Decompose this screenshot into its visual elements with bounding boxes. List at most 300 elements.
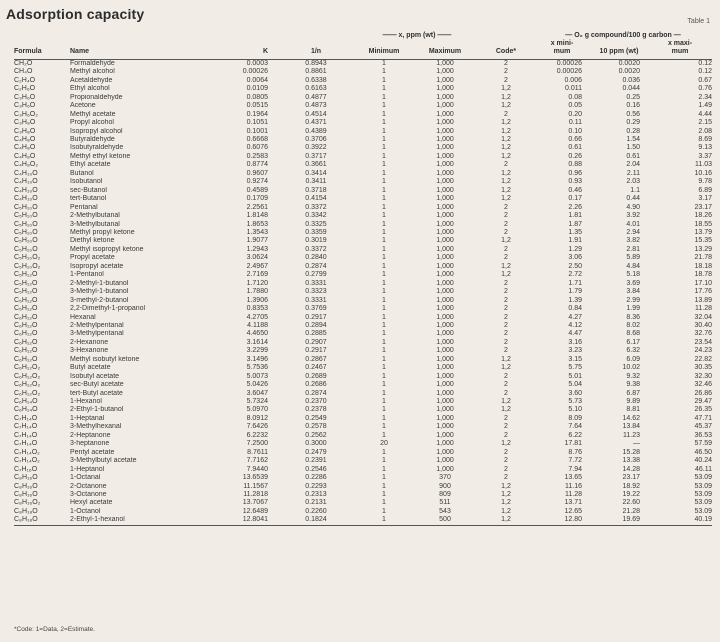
x-minimum-cell: 1.39 bbox=[568, 296, 582, 304]
ten-ppm-cell: 3.69 bbox=[626, 279, 640, 287]
formula-cell: C₅H₁₀O bbox=[14, 245, 38, 253]
code-cell: 1,2 bbox=[501, 355, 511, 363]
maximum-cell: 1,000 bbox=[436, 423, 454, 431]
name-cell: Ethyl alcohol bbox=[70, 85, 110, 93]
table-row bbox=[14, 77, 712, 85]
code-cell: 1,2 bbox=[501, 507, 511, 515]
name-cell: tert-Butanol bbox=[70, 195, 107, 203]
ten-ppm-cell: 13.38 bbox=[622, 457, 640, 465]
ten-ppm-cell: 13.84 bbox=[622, 423, 640, 431]
name-cell: 2-Ethyl-1-hexanol bbox=[70, 516, 220, 525]
x-minimum-cell: 0.006 bbox=[564, 76, 582, 84]
name-cell: 2-Octanone bbox=[70, 482, 107, 490]
x-minimum-cell: 5.01 bbox=[568, 372, 582, 380]
x-minimum-cell: 1.79 bbox=[568, 288, 582, 296]
x-minimum-cell: 8.76 bbox=[568, 448, 582, 456]
ten-ppm-cell: 8.02 bbox=[626, 321, 640, 329]
name-cell: Methyl alcohol bbox=[70, 68, 115, 76]
x-maximum-cell: 0.12 bbox=[698, 59, 713, 67]
formula-cell: C₃H₈O bbox=[14, 127, 36, 135]
ten-ppm-cell: 14.28 bbox=[622, 465, 640, 473]
table-row bbox=[14, 440, 712, 448]
code-cell: 1,2 bbox=[501, 85, 511, 93]
formula-cell: C₇H₁₄O bbox=[14, 440, 38, 448]
name-cell: Hexanal bbox=[70, 313, 96, 321]
table-row bbox=[14, 85, 712, 93]
k-cell: 2.2561 bbox=[246, 203, 268, 211]
ten-ppm-cell: 2.11 bbox=[626, 169, 640, 177]
table-row bbox=[14, 94, 712, 102]
k-cell: 11.2818 bbox=[243, 491, 268, 499]
maximum-cell: 1,000 bbox=[436, 85, 454, 93]
formula-cell: C₇H₁₄O bbox=[14, 431, 38, 439]
x-maximum-cell: 53.09 bbox=[694, 507, 713, 515]
formula-cell: C₅H₁₂O bbox=[14, 271, 38, 279]
x-maximum-cell: 21.78 bbox=[694, 254, 713, 262]
formula-cell: C₆H₁₂O bbox=[14, 355, 38, 363]
table-row bbox=[14, 68, 712, 76]
formula-cell: C₃H₆O bbox=[14, 102, 36, 110]
ten-ppm-cell: 1.99 bbox=[626, 305, 640, 313]
minimum-cell: 1 bbox=[382, 127, 386, 135]
minimum-cell: 1 bbox=[382, 423, 386, 431]
table-row bbox=[14, 330, 712, 338]
x-minimum-cell: 3.16 bbox=[568, 338, 582, 346]
ten-ppm-cell: 10.02 bbox=[622, 364, 640, 372]
maximum-cell: 1,000 bbox=[436, 169, 454, 177]
code-cell: 2 bbox=[504, 288, 508, 296]
x-minimum-cell: 2.50 bbox=[568, 262, 582, 270]
formula-cell: C₇H₁₆O bbox=[14, 465, 38, 473]
k-cell: 0.9607 bbox=[246, 169, 268, 177]
x-maximum-cell: 6.89 bbox=[698, 186, 713, 194]
maximum-cell: 1,000 bbox=[436, 135, 454, 143]
k-cell: 1.9077 bbox=[246, 237, 268, 245]
one-over-n-cell: 0.8861 bbox=[305, 68, 327, 76]
table-row bbox=[14, 322, 712, 330]
ten-ppm-cell: 19.69 bbox=[590, 516, 648, 525]
k-cell: 7.9440 bbox=[246, 465, 268, 473]
formula-cell: C₄H₈O bbox=[14, 144, 36, 152]
code-cell: 1,2 bbox=[501, 135, 511, 143]
name-cell: sec-Butyl acetate bbox=[70, 381, 124, 389]
x-minimum-cell: 0.46 bbox=[568, 186, 582, 194]
ten-ppm-cell: 0.28 bbox=[626, 127, 640, 135]
k-cell: 5.7536 bbox=[246, 364, 268, 372]
name-cell: Methyl propyl ketone bbox=[70, 228, 135, 236]
x-maximum-cell: 29.47 bbox=[694, 398, 713, 406]
x-maximum-cell: 45.37 bbox=[694, 423, 713, 431]
formula-cell: C₅H₁₀O₂ bbox=[14, 254, 41, 262]
minimum-cell: 1 bbox=[382, 305, 386, 313]
table-row bbox=[14, 339, 712, 347]
x-minimum-header-line2: mum bbox=[534, 48, 590, 59]
name-cell: 3-Octanone bbox=[70, 491, 107, 499]
x-maximum-cell: 22.82 bbox=[694, 355, 713, 363]
x-minimum-cell: 7.72 bbox=[568, 457, 582, 465]
ten-ppm-cell: 0.25 bbox=[626, 93, 640, 101]
k-cell: 1.3906 bbox=[246, 296, 268, 304]
table-row bbox=[14, 254, 712, 262]
k-cell: 5.0970 bbox=[246, 406, 268, 414]
x-minimum-cell: 0.17 bbox=[568, 195, 582, 203]
table-row bbox=[14, 153, 712, 161]
one-over-n-cell: 0.2578 bbox=[305, 423, 327, 431]
one-over-n-cell: 0.3325 bbox=[305, 220, 327, 228]
k-cell: 3.6047 bbox=[246, 389, 268, 397]
maximum-cell: 1,000 bbox=[436, 330, 454, 338]
minimum-cell: 1 bbox=[382, 296, 386, 304]
formula-cell: C₂H₄O bbox=[14, 76, 36, 84]
ten-ppm-cell: 4.90 bbox=[626, 203, 640, 211]
k-cell: 0.0064 bbox=[246, 76, 268, 84]
minimum-cell: 1 bbox=[382, 364, 386, 372]
maximum-cell: 1,000 bbox=[436, 76, 454, 84]
code-cell: 1,2 bbox=[501, 398, 511, 406]
minimum-cell: 1 bbox=[382, 262, 386, 270]
table-row bbox=[14, 297, 712, 305]
code-cell: 1,2 bbox=[501, 152, 511, 160]
code-cell: 2 bbox=[504, 431, 508, 439]
name-cell: Butyl acetate bbox=[70, 364, 111, 372]
ten-ppm-cell: 3.82 bbox=[626, 237, 640, 245]
code-cell: 2 bbox=[504, 220, 508, 228]
one-over-n-cell: 0.2293 bbox=[305, 482, 327, 490]
table-row bbox=[14, 128, 712, 136]
k-cell: 1.8653 bbox=[246, 220, 268, 228]
one-over-n-cell: 0.4154 bbox=[305, 195, 327, 203]
k-cell: 5.7324 bbox=[246, 398, 268, 406]
k-cell: 3.1496 bbox=[246, 355, 268, 363]
maximum-cell: 1,000 bbox=[436, 288, 454, 296]
maximum-cell: 1,000 bbox=[436, 347, 454, 355]
x-maximum-cell: 32.76 bbox=[694, 330, 713, 338]
formula-cell: CH₂O bbox=[14, 59, 33, 67]
x-maximum-cell: 3.37 bbox=[698, 152, 713, 160]
name-cell: 3-Hexanone bbox=[70, 347, 109, 355]
table-row bbox=[14, 59, 712, 68]
name-cell: Isobutyl acetate bbox=[70, 372, 120, 380]
maximum-cell: 500 bbox=[412, 516, 478, 525]
x-minimum-cell: 0.66 bbox=[568, 135, 582, 143]
one-over-n-cell: 0.3331 bbox=[305, 296, 327, 304]
one-over-n-cell: 0.3342 bbox=[305, 212, 327, 220]
maximum-header: Maximum bbox=[412, 48, 478, 59]
x-minimum-cell: 4.27 bbox=[568, 313, 582, 321]
maximum-cell: 1,000 bbox=[436, 245, 454, 253]
table-row bbox=[14, 136, 712, 144]
one-over-n-cell: 0.2549 bbox=[305, 414, 327, 422]
one-over-n-cell: 0.2391 bbox=[305, 457, 327, 465]
minimum-cell: 1 bbox=[382, 465, 386, 473]
formula-cell: C₆H₁₂O bbox=[14, 321, 38, 329]
table-row bbox=[14, 373, 712, 381]
ten-ppm-cell: 0.16 bbox=[626, 102, 640, 110]
formula-cell: C₄H₁₀O bbox=[14, 169, 38, 177]
name-cell: Methyl acetate bbox=[70, 110, 116, 118]
maximum-cell: 1,000 bbox=[436, 465, 454, 473]
formula-cell: C₃H₆O bbox=[14, 93, 36, 101]
name-cell: 1-Pentanol bbox=[70, 271, 104, 279]
x-minimum-cell: 0.26 bbox=[568, 152, 582, 160]
x-maximum-cell: 4.44 bbox=[698, 110, 713, 118]
one-over-n-cell: 0.3323 bbox=[305, 288, 327, 296]
x-maximum-cell: 9.78 bbox=[698, 178, 713, 186]
code-cell: 1,2 bbox=[501, 178, 511, 186]
ten-ppm-cell: 8.36 bbox=[626, 313, 640, 321]
ten-ppm-cell: 9.32 bbox=[626, 372, 640, 380]
minimum-cell: 1 bbox=[382, 271, 386, 279]
x-maximum-cell: 30.35 bbox=[694, 364, 713, 372]
code-cell: 1,2 bbox=[501, 440, 511, 448]
ten-ppm-cell: 0.036 bbox=[622, 76, 640, 84]
minimum-cell: 1 bbox=[382, 482, 386, 490]
maximum-cell: 1,000 bbox=[436, 372, 454, 380]
x-maximum-cell: 0.12 bbox=[698, 68, 713, 76]
table-row bbox=[14, 432, 712, 440]
x-minimum-cell: 5.75 bbox=[568, 364, 582, 372]
code-cell: 2 bbox=[504, 59, 508, 67]
ten-ppm-cell: 5.18 bbox=[626, 271, 640, 279]
minimum-cell: 1 bbox=[382, 448, 386, 456]
one-over-n-cell: 0.2874 bbox=[305, 389, 327, 397]
maximum-cell: 1,000 bbox=[436, 414, 454, 422]
one-over-n-cell: 0.2689 bbox=[305, 372, 327, 380]
one-over-n-cell: 0.6163 bbox=[305, 85, 327, 93]
minimum-cell: 1 bbox=[382, 313, 386, 321]
name-cell: Isopropyl alcohol bbox=[70, 127, 123, 135]
formula-cell: C₄H₁₀O bbox=[14, 178, 38, 186]
x-minimum-cell: 13.65 bbox=[564, 474, 582, 482]
k-cell: 7.6426 bbox=[246, 423, 268, 431]
table-row bbox=[14, 263, 712, 271]
ten-ppm-cell: 22.60 bbox=[622, 499, 640, 507]
table-row bbox=[14, 212, 712, 220]
table-row bbox=[14, 178, 712, 186]
name-cell: 2-Methylpentanal bbox=[70, 321, 124, 329]
one-over-n-cell: 0.2917 bbox=[305, 347, 327, 355]
name-cell: 1-Hexanol bbox=[70, 398, 102, 406]
formula-cell: C₅H₁₀O₂ bbox=[14, 262, 41, 270]
k-cell: 1.3543 bbox=[246, 228, 268, 236]
maximum-cell: 809 bbox=[439, 491, 451, 499]
code-cell: 1,2 bbox=[501, 127, 511, 135]
code-cell: 2 bbox=[504, 321, 508, 329]
ten-ppm-cell: 2.04 bbox=[626, 161, 640, 169]
formula-cell: C₈H₁₆O₂ bbox=[14, 499, 41, 507]
maximum-cell: 1,000 bbox=[436, 406, 454, 414]
minimum-cell: 1 bbox=[382, 398, 386, 406]
minimum-cell: 1 bbox=[382, 220, 386, 228]
name-cell: 1-Heptanol bbox=[70, 465, 105, 473]
x-maximum-cell: 32.46 bbox=[694, 381, 713, 389]
formula-cell: C₃H₆O₂ bbox=[14, 110, 38, 118]
ten-ppm-cell: 0.29 bbox=[626, 119, 640, 127]
one-over-n-cell: 0.2378 bbox=[305, 406, 327, 414]
table-row bbox=[14, 381, 712, 389]
formula-cell: C₈H₁₆O bbox=[14, 482, 38, 490]
minimum-cell: 1 bbox=[382, 338, 386, 346]
code-cell: 2 bbox=[504, 110, 508, 118]
code-cell: 2 bbox=[504, 228, 508, 236]
one-over-n-cell: 0.6338 bbox=[305, 76, 327, 84]
name-cell: 2,2-Dimethyl-1-propanol bbox=[70, 305, 146, 313]
maximum-cell: 1,000 bbox=[436, 364, 454, 372]
code-cell: 1,2 bbox=[501, 186, 511, 194]
code-cell: 2 bbox=[504, 245, 508, 253]
table-row bbox=[14, 204, 712, 212]
x-minimum-cell: 0.08 bbox=[568, 93, 582, 101]
x-maximum-cell: 53.09 bbox=[694, 482, 713, 490]
x-maximum-cell: 40.24 bbox=[694, 457, 713, 465]
minimum-cell: 1 bbox=[382, 406, 386, 414]
name-cell: 2-Ethyl-1-butanol bbox=[70, 406, 124, 414]
one-over-n-cell: 0.2885 bbox=[305, 330, 327, 338]
one-over-n-cell: 0.3411 bbox=[305, 178, 327, 186]
name-cell: 2-Methyl-1-butanol bbox=[70, 279, 129, 287]
minimum-cell: 1 bbox=[382, 507, 386, 515]
table-row bbox=[14, 237, 712, 245]
one-over-n-cell: 0.3331 bbox=[305, 279, 327, 287]
formula-cell: C₇H₁₄O₂ bbox=[14, 448, 40, 456]
x-minimum-cell: 7.94 bbox=[568, 465, 582, 473]
name-cell: 3-heptanone bbox=[70, 440, 110, 448]
k-cell: 12.8041 bbox=[220, 516, 276, 525]
maximum-cell: 1,000 bbox=[436, 212, 454, 220]
maximum-cell: 1,000 bbox=[436, 279, 454, 287]
x-minimum-cell: 1.87 bbox=[568, 220, 582, 228]
table-row bbox=[14, 144, 712, 152]
x-maximum-cell: 53.09 bbox=[694, 491, 713, 499]
minimum-cell: 1 bbox=[382, 85, 386, 93]
name-cell: Butanol bbox=[70, 169, 94, 177]
name-cell: 3-Methylpentanal bbox=[70, 330, 124, 338]
code-cell: 2 bbox=[504, 381, 508, 389]
formula-cell: C₇H₁₄O₂ bbox=[14, 457, 40, 465]
minimum-cell: 1 bbox=[382, 491, 386, 499]
x-maximum-cell: 57.59 bbox=[694, 440, 713, 448]
name-cell: Formaldehyde bbox=[70, 59, 115, 67]
maximum-cell: 1,000 bbox=[436, 381, 454, 389]
name-cell: 3-Methyl-1-butanol bbox=[70, 288, 129, 296]
maximum-cell: 1,000 bbox=[436, 220, 454, 228]
x-maximum-cell: 53.09 bbox=[694, 474, 713, 482]
minimum-cell: 1 bbox=[382, 245, 386, 253]
maximum-cell: 1,000 bbox=[436, 313, 454, 321]
ten-ppm-cell: 1.54 bbox=[626, 135, 640, 143]
minimum-cell: 1 bbox=[382, 135, 386, 143]
formula-cell: C₆H₁₂O bbox=[14, 330, 38, 338]
ten-ppm-cell: 21.28 bbox=[622, 507, 640, 515]
x-minimum-cell: 6.22 bbox=[568, 431, 582, 439]
one-over-n-cell: 0.4877 bbox=[305, 93, 327, 101]
name-cell: Methyl isobutyl ketone bbox=[70, 355, 140, 363]
table-row bbox=[14, 415, 712, 423]
formula-cell: C₅H₁₀O bbox=[14, 203, 38, 211]
code-cell: 1,2 bbox=[501, 119, 511, 127]
maximum-cell: 1,000 bbox=[436, 144, 454, 152]
table-row bbox=[14, 406, 712, 414]
code-cell: 2 bbox=[504, 347, 508, 355]
code-header: Code* bbox=[478, 48, 534, 59]
x-maximum-cell: 18.78 bbox=[694, 271, 713, 279]
x-minimum-cell: 7.64 bbox=[568, 423, 582, 431]
maximum-cell: 1,000 bbox=[436, 321, 454, 329]
k-cell: 2.4967 bbox=[246, 262, 268, 270]
table-row bbox=[14, 195, 712, 203]
k-cell: 0.1001 bbox=[246, 127, 268, 135]
minimum-cell: 1 bbox=[382, 169, 386, 177]
table-row bbox=[14, 246, 712, 254]
ten-ppm-cell: 0.044 bbox=[622, 85, 640, 93]
ten-ppm-cell: 0.0020 bbox=[618, 59, 640, 67]
maximum-cell: 1,000 bbox=[436, 203, 454, 211]
one-over-n-cell: 0.2260 bbox=[305, 507, 327, 515]
x-maximum-cell: 17.10 bbox=[694, 279, 713, 287]
one-over-n-cell: 0.4389 bbox=[305, 127, 327, 135]
table-row bbox=[14, 347, 712, 355]
x-minimum-cell: 11.28 bbox=[565, 491, 582, 499]
formula-cell: C₅H₁₀O bbox=[14, 212, 38, 220]
x-maximum-cell: 53.09 bbox=[694, 499, 713, 507]
x-minimum-cell: 0.05 bbox=[568, 102, 582, 110]
k-cell: 4.4650 bbox=[246, 330, 268, 338]
table-row bbox=[14, 483, 712, 491]
name-cell: 3-Methylbutanal bbox=[70, 220, 120, 228]
table-row bbox=[14, 119, 712, 127]
one-over-n-cell: 0.3414 bbox=[305, 169, 327, 177]
k-cell: 0.6668 bbox=[246, 135, 268, 143]
minimum-cell: 1 bbox=[382, 381, 386, 389]
x-minimum-cell: 5.04 bbox=[568, 381, 582, 389]
k-cell: 13.6539 bbox=[242, 474, 268, 482]
minimum-cell: 1 bbox=[382, 59, 386, 67]
k-cell: 3.2299 bbox=[246, 347, 268, 355]
x-minimum-cell: 0.84 bbox=[568, 305, 582, 313]
x-minimum-cell: 12.65 bbox=[564, 507, 582, 515]
name-cell: Propyl alcohol bbox=[70, 119, 114, 127]
one-over-n-cell: 0.3359 bbox=[305, 228, 327, 236]
ten-ppm-cell: 23.17 bbox=[622, 474, 640, 482]
maximum-cell: 1,000 bbox=[436, 338, 454, 346]
one-over-n-cell: 0.2799 bbox=[305, 271, 327, 279]
x-maximum-cell: 17.76 bbox=[694, 288, 713, 296]
ten-ppm-cell: 8.81 bbox=[626, 406, 640, 414]
table-row bbox=[14, 102, 712, 110]
code-cell: 2 bbox=[504, 161, 508, 169]
one-over-n-cell: 0.2840 bbox=[305, 254, 327, 262]
minimum-cell: 1 bbox=[356, 516, 412, 525]
x-minimum-cell: 0.00026 bbox=[556, 68, 582, 76]
ten-ppm-cell: 2.03 bbox=[626, 178, 640, 186]
formula-cell: C₆H₁₂O₂ bbox=[14, 381, 41, 389]
ten-ppm-cell: 9.89 bbox=[626, 398, 640, 406]
x-maximum-cell: 2.08 bbox=[698, 127, 713, 135]
ten-ppm-cell: 19.22 bbox=[622, 491, 640, 499]
x-minimum-cell: 13.71 bbox=[564, 499, 582, 507]
n-header: 1/n bbox=[276, 48, 356, 59]
x-maximum-cell: 13.89 bbox=[694, 296, 713, 304]
name-cell: Isobutyraldehyde bbox=[70, 144, 124, 152]
code-cell: 2 bbox=[504, 254, 508, 262]
minimum-cell: 1 bbox=[382, 110, 386, 118]
ten-ppm-cell: 8.68 bbox=[626, 330, 640, 338]
table-row bbox=[14, 170, 712, 178]
k-cell: 1.7880 bbox=[246, 288, 268, 296]
one-over-n-cell: 0.3372 bbox=[305, 203, 327, 211]
table-row bbox=[14, 449, 712, 457]
x-maximum-cell: 18.55 bbox=[694, 220, 713, 228]
